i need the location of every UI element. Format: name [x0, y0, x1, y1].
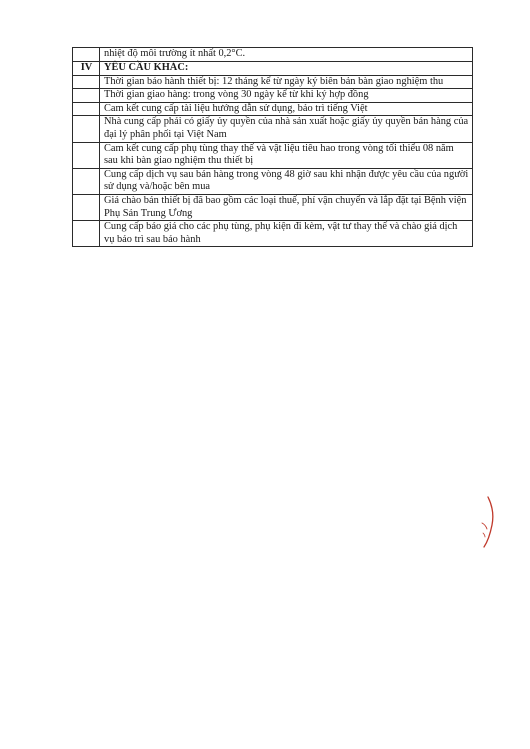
table-row	[73, 142, 473, 168]
table-row	[73, 194, 473, 220]
requirement-after-sales: Cung cấp dịch vụ sau bán hàng trong vòng 48 giờ sau khi nhận được yêu cầu của người sử dụng và/hoặc bên mua	[100, 168, 473, 194]
row-number-cell	[73, 75, 100, 89]
table-row	[73, 75, 473, 89]
requirement-authorization: Nhà cung cấp phải có giấy ủy quyền của nhà sản xuất hoặc giấy ủy quyền bán hàng của đại lý phân phối tại Việt Nam	[100, 116, 473, 142]
section-header-row	[73, 62, 473, 76]
row-number-cell	[73, 221, 100, 247]
requirement-delivery: Thời gian giao hàng: trong vòng 30 ngày kể từ khi ký hợp đồng	[100, 89, 473, 103]
requirement-spare-parts: Cam kết cung cấp phụ tùng thay thế và vật liệu tiêu hao trong vòng tối thiểu 08 năm sau khi bàn giao nghiệm thu thiết bị	[100, 142, 473, 168]
row-number-cell	[73, 48, 100, 62]
table-row	[73, 89, 473, 103]
table-row	[73, 116, 473, 142]
table-row	[73, 221, 473, 247]
requirement-price-inclusive: Giá chào bán thiết bị đã bao gồm các loại thuế, phí vận chuyển và lắp đặt tại Bệnh viện Phụ Sản Trung Ương	[100, 194, 473, 220]
requirement-quotation: Cung cấp báo giá cho các phụ tùng, phụ kiện đi kèm, vật tư thay thế và chào giá dịch vụ bảo trì sau bảo hành	[100, 221, 473, 247]
requirement-warranty: Thời gian bảo hành thiết bị: 12 tháng kể từ ngày ký biên bản bàn giao nghiệm thu	[100, 75, 473, 89]
row-text-cell: nhiệt độ môi trường ít nhất 0,2°C.	[100, 48, 473, 62]
row-number-cell	[73, 142, 100, 168]
table-row	[73, 102, 473, 116]
section-number: IV	[73, 62, 100, 76]
row-number-cell	[73, 194, 100, 220]
row-number-cell	[73, 89, 100, 103]
row-number-cell	[73, 102, 100, 116]
requirements-table	[72, 47, 473, 247]
row-number-cell	[73, 168, 100, 194]
section-title: YÊU CẦU KHÁC:	[100, 62, 473, 76]
table-row	[73, 48, 473, 62]
row-number-cell	[73, 116, 100, 142]
requirement-manual: Cam kết cung cấp tài liệu hướng dẫn sử dụng, bảo trì tiếng Việt	[100, 102, 473, 116]
signature-mark	[478, 495, 498, 550]
table-row	[73, 168, 473, 194]
